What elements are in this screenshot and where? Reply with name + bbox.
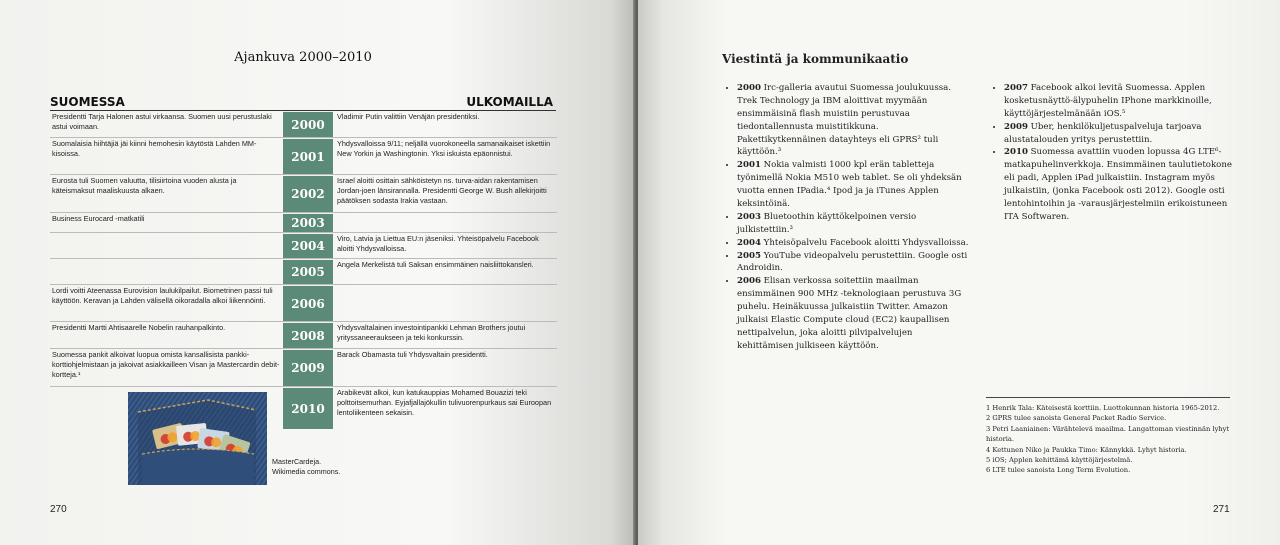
timeline-row — [50, 259, 557, 285]
footnote-divider — [986, 397, 1230, 398]
finland-event — [50, 259, 283, 284]
finland-event: Eurosta tuli Suomen valuutta, tilisiirtoina vuoden alusta ja käteismaksut maaliskuusta alkaen. — [52, 176, 237, 196]
left-page — [0, 0, 636, 545]
abroad-event: Barack Obamasta tuli Yhdysvaltain presidentti. — [337, 350, 488, 359]
footnote: 3 Petri Laaniainen: Värähtelevä maailma. Langattoman viestinnän lyhyt historia. — [986, 424, 1230, 444]
timeline-row — [50, 322, 557, 349]
timeline-row — [50, 387, 557, 429]
event-item — [737, 237, 969, 250]
photo-caption: MasterCardeja. Wikimedia commons. — [272, 457, 341, 476]
abroad-event: Vladimir Putin valittiin Venäjän presidentiksi. — [337, 112, 480, 121]
event-text: Irc-galleria avautui Suomessa joulukuussa. Trek Technology ja IBM aloittivat myymään ensimmäisinä flash muistiin perustuvaa tiedontallennusta muistitikkuna. Pakettikytkennäinen datayhteys eli GPRS² tuli käyttöön.³ — [737, 83, 952, 158]
finland-event: Suomalaisia hiihtäjiä jäi kiinni hemohesin käytöstä Lahden MM-kisoissa. — [52, 139, 257, 159]
event-text: YouTube videopalvelu perustettiin. Google osti Androidin. — [737, 250, 968, 274]
year-label: 2000 — [283, 111, 333, 137]
year-label: 2010 — [283, 387, 333, 429]
footnote: 1 Henrik Tala: Käteisestä korttiin. Luottokunnan historia 1965-2012. — [986, 404, 1220, 412]
timeline-row — [50, 213, 557, 233]
event-year: 2003 — [737, 211, 761, 222]
abroad-event: Angela Merkelistä tuli Saksan ensimmäinen naisliittokansleri. — [337, 260, 534, 269]
event-text: Yhteisöpalvelu Facebook aloitti Yhdysvalloissa. — [760, 237, 969, 248]
event-text: Bluetoothin käyttökelpoinen versio julkistettiin.³ — [737, 211, 917, 235]
event-year: 2004 — [737, 237, 761, 248]
year-label: 2008 — [283, 322, 333, 348]
event-year: 2001 — [737, 160, 761, 171]
year-label: 2002 — [283, 175, 333, 212]
events-column-2 — [991, 82, 1239, 224]
timeline-row — [50, 349, 557, 387]
year-label: 2005 — [283, 259, 333, 284]
abroad-event: Arabikevät alkoi, kun katukauppias Mohamed Bouazizi teki polttoitsemurhan. Eyjafjallajökullin tulivuorenpurkaus sai Euroopan lentoliikenteen sekaisin. — [337, 388, 552, 418]
timeline-row — [50, 285, 557, 322]
finland-event: Business Eurocard -matkatili — [52, 214, 145, 223]
event-item — [1004, 146, 1239, 223]
event-text: Suomessa avattiin vuoden lopussa 4G LTE⁶-matkapuhelinverkkoja. Ensimmäinen taulutietokone eli padi, Applen iPad julkaistiin. Instagram myös julkaistiin, (jonka Facebook osti 2012). Google osti lentohintoihin ja -varausjärjestelmiin erikoistuneen ITA Softwaren. — [1004, 147, 1232, 222]
abroad-event: Yhdysvaltalainen investointipankki Lehman Brothers joutui yrityssaneeraukseen ja teki konkurssin. — [337, 323, 526, 343]
year-label: 2001 — [283, 138, 333, 174]
mastercard-photo — [128, 392, 267, 485]
page-number-left: 270 — [50, 504, 67, 515]
finland-event: Presidentti Tarja Halonen astui virkaansa. Suomen uusi perustuslaki astui voimaan. — [52, 112, 272, 132]
footnote: 2 GPRS tulee sanoista General Packet Radio Service. — [986, 414, 1167, 423]
event-item — [1004, 121, 1239, 147]
abroad-column-header: ULKOMAILLA — [466, 95, 553, 109]
event-item — [737, 159, 969, 211]
finland-event — [50, 233, 283, 258]
finland-event: Suomessa pankit alkoivat luopua omista kansallisista pankkikorttiohjelmistaan ja jakoivat asiakkailleen Visan ja Mastercardin debit-kortteja.¹ — [52, 350, 280, 380]
event-item — [737, 250, 969, 276]
event-item — [737, 211, 969, 237]
finland-event: Lordi voitti Ateenassa Eurovision laulukilpailut. Biometrinen passi tuli käyttöön. Keravan ja Lahden välisellä oikoradalla alkoi liikennöinti. — [52, 286, 273, 306]
event-year: 2007 — [1004, 83, 1028, 93]
event-text: Facebook alkoi levitä Suomessa. Applen kosketusnäyttö-älypuhelin IPhone markkinoille, käyttöjärjestelmänään iOS.⁵ — [1004, 83, 1212, 119]
event-item — [737, 275, 969, 352]
timeline-row — [50, 233, 557, 259]
abroad-event: Israel aloitti osittain sähköistetyn ns. turva-aidan rakentamisen Jordan-joen länsirannalla. Presidentti George W. Bush allekirjoitti päätöksen sodasta Irakia vastaan. — [337, 176, 547, 206]
right-page-title: Viestintä ja kommunikaatio — [722, 52, 909, 66]
timeline-table — [50, 111, 557, 429]
event-year: 2009 — [1004, 121, 1028, 132]
event-year: 2000 — [737, 83, 761, 93]
timeline-row — [50, 111, 557, 138]
event-text: Elisan verkossa soitettiin maailman ensimmäinen 900 MHz -teknologiaan perustuva 3G puhelu. Heinäkuussa julkaistiin Twitter. Amazon julkaisi Elastic Compute cloud (EC2) kaupallisen nettipalvelun, joka aloitti pilvipalvelujen kehittämisen julkiseen käyttöön. — [737, 276, 962, 351]
footnote: 6 LTE tulee sanoista Long Term Evolution. — [986, 466, 1131, 475]
events-column-1 — [724, 82, 969, 353]
event-year: 2006 — [737, 276, 761, 287]
abroad-event: Viro, Latvia ja Liettua EU:n jäseniksi. Yhteisöpalvelu Facebook aloitti Yhdysvalloissa. — [337, 234, 539, 254]
footnotes — [986, 403, 1236, 476]
year-label: 2009 — [283, 349, 333, 386]
right-page — [638, 0, 1280, 545]
footnote: 4 Kettunen Niko ja Paukka Timo: Kännykkä. Lyhyt historia. — [986, 445, 1187, 454]
timeline-row — [50, 138, 557, 175]
year-label: 2006 — [283, 285, 333, 321]
jeans-pocket-cards-image — [128, 392, 267, 485]
abroad-event — [333, 213, 557, 232]
finland-column-header: SUOMESSA — [50, 95, 125, 109]
event-text: Uber, henkilökuljetuspalveluja tarjoava alustatalouden yritys perustettiin. — [1004, 121, 1202, 145]
event-item — [737, 82, 969, 159]
finland-event: Presidentti Martti Ahtisaarelle Nobelin rauhanpalkinto. — [52, 323, 226, 332]
year-label: 2003 — [283, 213, 333, 232]
abroad-event: Yhdysvalloissa 9/11; neljällä vuorokoneella samanaikaiset iskettiin New Yorkin ja Washingtonin. Yksi iskuista epäonnistui. — [337, 139, 551, 159]
timeline-row — [50, 175, 557, 213]
event-year: 2010 — [1004, 147, 1028, 158]
left-page-title: Ajankuva 2000–2010 — [234, 50, 372, 65]
event-year: 2005 — [737, 250, 761, 261]
event-item — [1004, 82, 1239, 121]
footnote: 5 iOS; Applen kehittämä käyttöjärjestelmä. — [986, 455, 1133, 464]
page-number-right: 271 — [1213, 504, 1230, 515]
year-label: 2004 — [283, 233, 333, 258]
event-text: Nokia valmisti 1000 kpl erän tabletteja työnimellä Nokia M510 web tablet. Se oli yhdeksän vuotta ennen IPadia.⁴ Ipod ja ja iTunes Applen keksintöinä. — [737, 160, 962, 210]
abroad-event — [333, 285, 557, 321]
